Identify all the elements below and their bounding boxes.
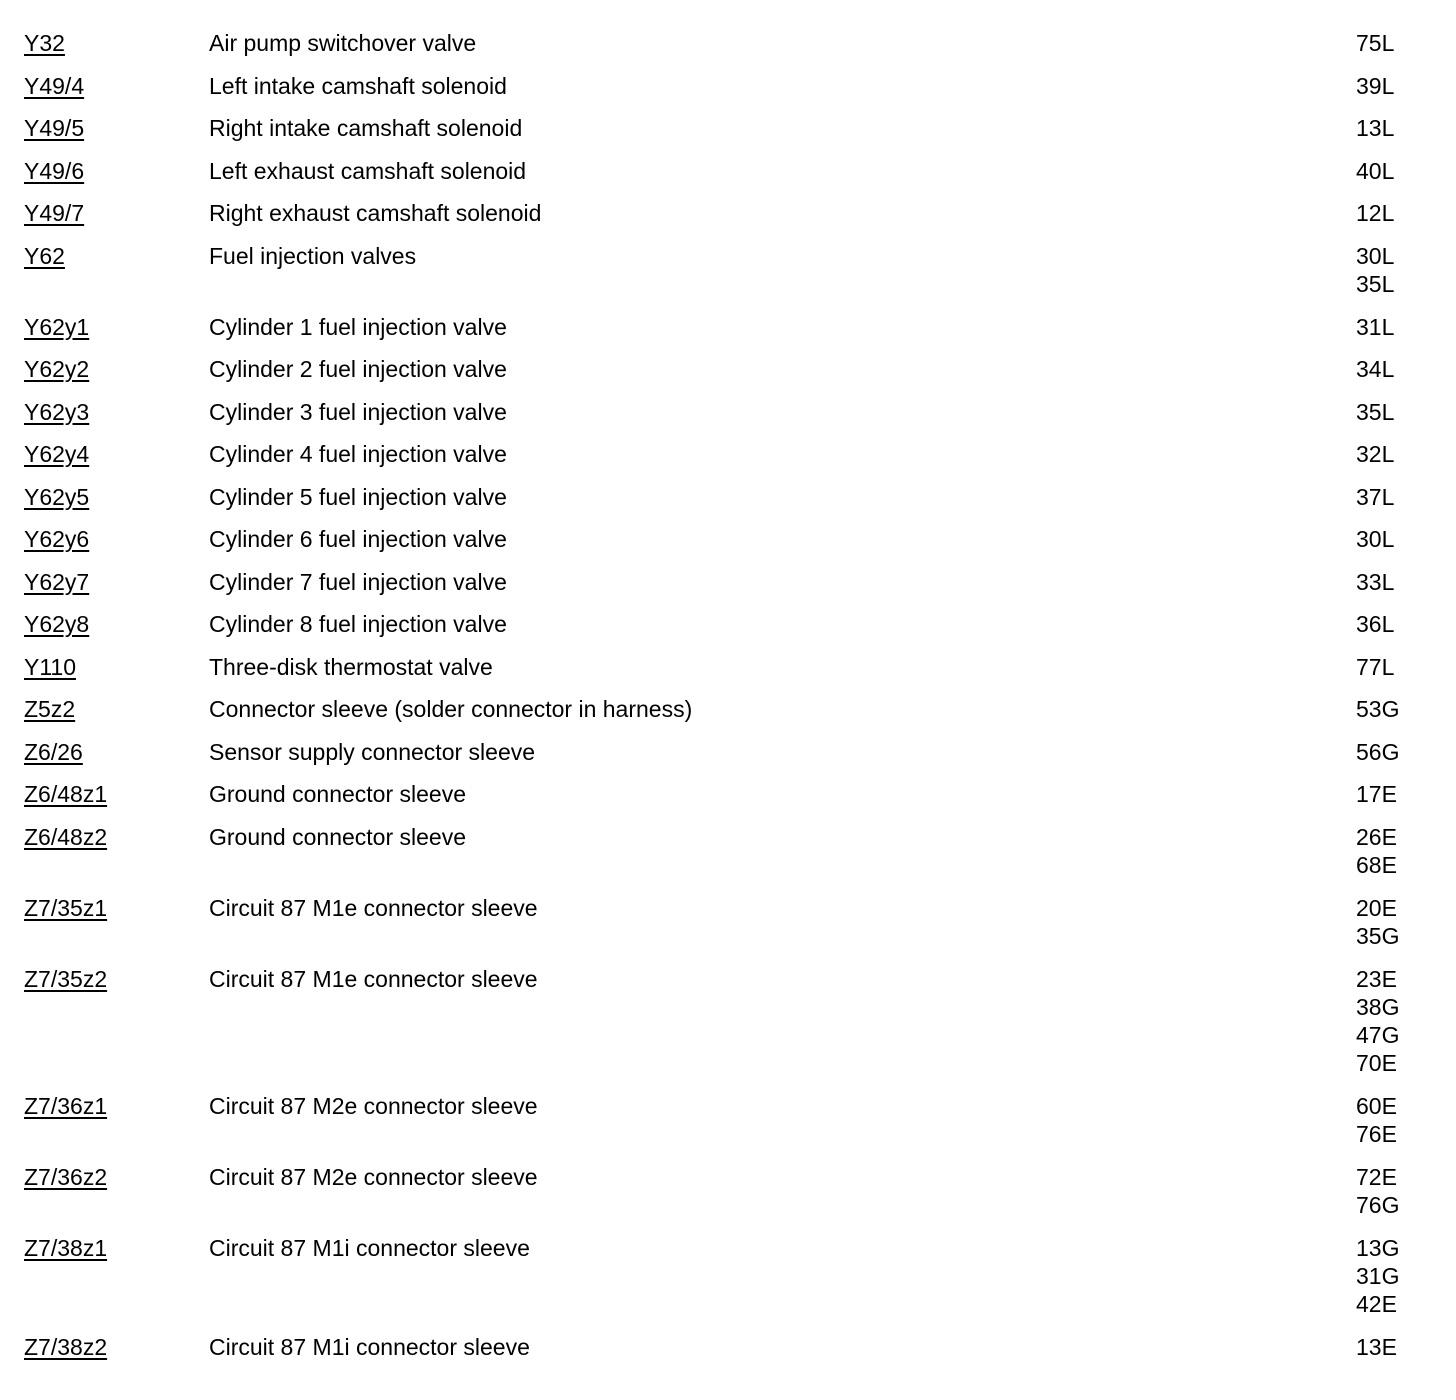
component-description: Cylinder 7 fuel injection valve [209,568,507,595]
component-code-link[interactable]: Y49/7 [24,200,85,226]
component-description: Cylinder 1 fuel injection valve [209,313,507,340]
grid-location: 30L [1356,242,1395,269]
component-code-link[interactable]: Z7/35z2 [24,965,108,992]
legend-row [0,242,1456,313]
component-description: Connector sleeve (solder connector in harness) [209,696,693,722]
grid-location-list [1356,1092,1446,1148]
legend-row [0,440,1456,483]
grid-location: 17E [1356,781,1397,807]
component-code-link[interactable]: Y62y4 [24,441,90,467]
legend-row [0,72,1456,115]
component-description: Circuit 87 M1e connector sleeve [209,894,538,921]
component-code-link[interactable]: Y62y7 [24,568,90,595]
grid-location: 39L [1356,72,1395,99]
component-legend-list [0,29,1456,1375]
grid-location-list [1356,823,1446,879]
grid-location: 13L [1356,115,1395,141]
grid-location: 32L [1356,441,1395,467]
grid-location: 60E [1356,1092,1397,1119]
grid-location-list [1356,610,1446,638]
grid-location: 12L [1356,200,1395,226]
grid-location: 20E [1356,894,1397,921]
grid-location-list [1356,440,1446,468]
grid-location-list [1356,398,1446,426]
component-description: Cylinder 8 fuel injection valve [209,611,507,637]
grid-location-list [1356,1234,1446,1318]
legend-row [0,525,1456,568]
grid-location: 36L [1356,611,1395,637]
grid-location-list [1356,568,1446,596]
grid-location: 33L [1356,568,1395,595]
component-code-link[interactable]: Y49/4 [24,72,85,99]
legend-row [0,823,1456,894]
component-code-link[interactable]: Z7/36z1 [24,1092,108,1119]
component-description: Cylinder 3 fuel injection valve [209,398,507,425]
legend-row [0,1234,1456,1333]
grid-location-list [1356,1163,1446,1219]
grid-location: 76G [1356,1191,1400,1218]
component-description: Ground connector sleeve [209,781,466,807]
grid-location: 31L [1356,313,1395,340]
grid-location: 38G [1356,993,1400,1020]
grid-location: 37L [1356,483,1395,510]
component-description: Ground connector sleeve [209,823,466,850]
legend-row [0,313,1456,356]
grid-location: 35L [1356,398,1395,425]
legend-row [0,653,1456,696]
component-description: Circuit 87 M2e connector sleeve [209,1092,538,1119]
legend-row [0,398,1456,441]
grid-location-list [1356,525,1446,553]
component-description: Cylinder 2 fuel injection valve [209,356,507,382]
grid-location: 40L [1356,157,1395,184]
component-description: Cylinder 4 fuel injection valve [209,441,507,467]
grid-location: 70E [1356,1049,1397,1076]
legend-row [0,157,1456,200]
component-description: Air pump switchover valve [209,30,477,56]
grid-location: 72E [1356,1163,1397,1190]
grid-location-list [1356,199,1446,227]
component-code-link[interactable]: Z7/35z1 [24,894,108,921]
component-description: Cylinder 5 fuel injection valve [209,483,507,510]
grid-location-list [1356,894,1446,950]
component-description: Sensor supply connector sleeve [209,738,536,765]
grid-location-list [1356,157,1446,185]
grid-location-list [1356,483,1446,511]
component-description: Cylinder 6 fuel injection valve [209,526,507,552]
component-code-link[interactable]: Y62y2 [24,356,90,382]
component-description: Right intake camshaft solenoid [209,115,523,141]
grid-location-list [1356,653,1446,681]
component-description: Three-disk thermostat valve [209,653,493,680]
component-code-link[interactable]: Z5z2 [24,696,76,722]
component-code-link[interactable]: Y62y1 [24,313,90,340]
component-code-link[interactable]: Y62y8 [24,611,90,637]
grid-location-list [1356,780,1446,808]
component-description: Left intake camshaft solenoid [209,72,507,99]
component-code-link[interactable]: Y49/5 [24,115,85,141]
legend-row [0,199,1456,242]
grid-location: 30L [1356,526,1395,552]
component-code-link[interactable]: Y62 [24,242,65,269]
grid-location: 35G [1356,922,1400,949]
grid-location: 13G [1356,1234,1400,1261]
grid-location-list [1356,72,1446,100]
legend-row [0,114,1456,157]
legend-row [0,1333,1456,1376]
grid-location-list [1356,965,1446,1077]
component-code-link[interactable]: Y32 [24,30,65,56]
grid-location: 34L [1356,356,1395,382]
component-description: Fuel injection valves [209,242,417,269]
legend-row [0,738,1456,781]
grid-location-list [1356,355,1446,383]
component-code-link[interactable]: Y110 [24,653,77,680]
grid-location-list [1356,695,1446,723]
grid-location: 77L [1356,653,1395,680]
component-code-link[interactable]: Z6/48z1 [24,781,108,807]
legend-row [0,1163,1456,1234]
component-code-link[interactable]: Y62y3 [24,398,90,425]
grid-location-list [1356,114,1446,142]
grid-location: 53G [1356,696,1400,722]
legend-row [0,695,1456,738]
grid-location: 42E [1356,1290,1397,1317]
component-description: Right exhaust camshaft solenoid [209,200,542,226]
grid-location: 47G [1356,1021,1400,1048]
legend-row [0,610,1456,653]
grid-location: 76E [1356,1120,1397,1147]
component-code-link[interactable]: Y62y5 [24,483,90,510]
legend-row [0,894,1456,965]
component-code-link[interactable]: Z6/26 [24,738,83,765]
grid-location-list [1356,313,1446,341]
component-description: Circuit 87 M2e connector sleeve [209,1163,538,1190]
grid-location: 26E [1356,823,1397,850]
component-description: Circuit 87 M1e connector sleeve [209,965,538,992]
grid-location-list [1356,29,1446,57]
grid-location: 23E [1356,965,1397,992]
legend-row [0,1092,1456,1163]
grid-location-list [1356,1333,1446,1361]
grid-location: 35L [1356,270,1395,297]
component-description: Left exhaust camshaft solenoid [209,157,527,184]
component-code-link[interactable]: Z6/48z2 [24,823,108,850]
component-code-link[interactable]: Y62y6 [24,526,90,552]
component-description: Circuit 87 M1i connector sleeve [209,1234,530,1261]
legend-row [0,355,1456,398]
grid-location-list [1356,738,1446,766]
legend-row [0,483,1456,526]
legend-row [0,965,1456,1092]
legend-row [0,780,1456,823]
component-code-link[interactable]: Z7/38z2 [24,1333,108,1360]
grid-location: 75L [1356,30,1395,56]
component-code-link[interactable]: Z7/36z2 [24,1163,108,1190]
component-code-link[interactable]: Y49/6 [24,157,85,184]
grid-location: 13E [1356,1333,1397,1360]
grid-location: 68E [1356,851,1397,878]
legend-row [0,568,1456,611]
component-code-link[interactable]: Z7/38z1 [24,1234,108,1261]
grid-location-list [1356,242,1446,298]
grid-location: 31G [1356,1262,1400,1289]
component-description: Circuit 87 M1i connector sleeve [209,1333,530,1360]
legend-row [0,29,1456,72]
grid-location: 56G [1356,738,1400,765]
